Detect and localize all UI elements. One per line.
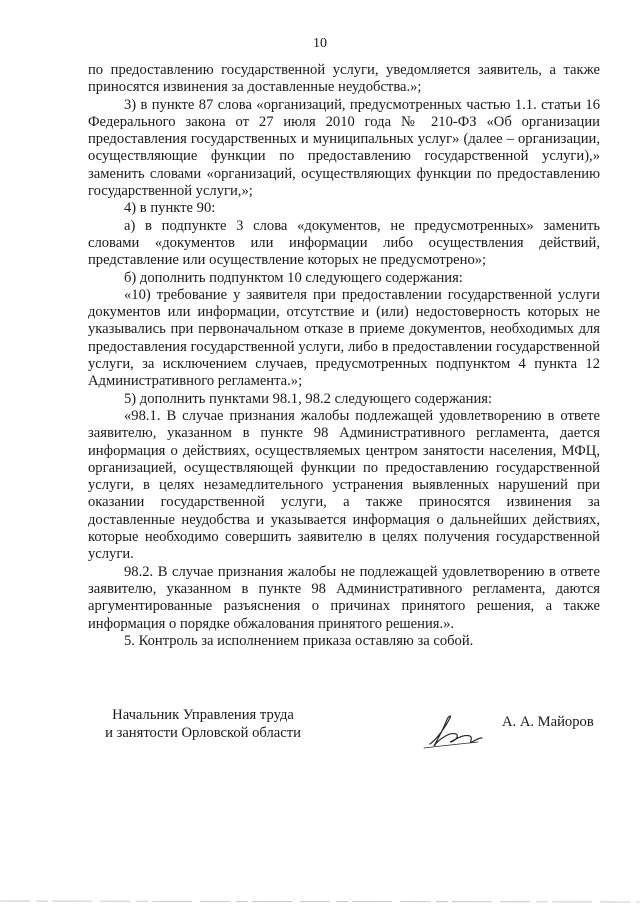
paragraph: 98.2. В случае признания жалобы не подлежащей удовлетворению в ответе заявителю, указанном в пункте 98 Административного регламента, даются аргументированные разъяснения о причинах принятого решения, а также информация о порядке обжалования принятого решения.». [88, 563, 600, 632]
paragraph: 5. Контроль за исполнением приказа оставляю за собой. [124, 632, 474, 649]
paragraph: «10) требование у заявителя при предоставлении государственной услуги документов или информации, отсутствие и (или) недостоверность которых не указывались при первоначальном отказе в приеме документов, необходимых для предоставления государственной услуги, либо в предоставлении государственной услуги, за исключением случаев, предусмотренных подпунктом 4 пункта 12 Административного регламента.»; [88, 286, 600, 390]
document-body [88, 62, 600, 650]
paragraph: 3) в пункте 87 слова «организаций, предусмотренных частью 1.1. статьи 16 Федерального закона от 27 июля 2010 года № 210-ФЗ «Об организации предоставления государственных и муниципальных услуг» (далее – организации, осуществляющие функции по предоставлению государственной услуги),» заменить словами «организаций, осуществляющих функции по предоставлению государственной услуги,»; [88, 96, 600, 200]
signer-title-line: и занятости Орловской области [105, 725, 301, 741]
paragraph: а) в подпункте 3 слова «документов, не предусмотренных» заменить словами «документов или информации либо осуществления действий, представление или осуществление которых не предусмотрено»; [88, 217, 600, 269]
signer-name: А. А. Майоров [502, 714, 594, 730]
signer-title-line: Начальник Управления труда [112, 707, 294, 723]
handwritten-signature [420, 708, 500, 752]
signer-title [88, 706, 318, 742]
signature-block [88, 706, 600, 766]
paragraph: б) дополнить подпунктом 10 следующего содержания: [124, 269, 463, 286]
scan-edge-artifact [0, 895, 640, 905]
paragraph: «98.1. В случае признания жалобы подлежащей удовлетворению в ответе заявителю, указанном в пункте 98 Административного регламента, дается информация о действиях, осуществляемых центром занятости населения, МФЦ, организацией, осуществляющей функции по предоставлению государственной услуги, в целях незамедлительного устранения выявленных нарушений при оказании государственной услуги, а также приносятся извинения за доставленные неудобства и указывается информация о дальнейших действиях, которые необходимо совершить заявителю в целях получения государственной услуги. [88, 407, 600, 563]
paragraph: 5) дополнить пунктами 98.1, 98.2 следующего содержания: [124, 390, 493, 407]
paragraph: по предоставлению государственной услуги, уведомляется заявитель, а также приносятся извинения за доставленные неудобства.»; [88, 62, 600, 96]
paragraph: 4) в пункте 90: [124, 200, 216, 217]
page-number: 10 [313, 36, 327, 51]
